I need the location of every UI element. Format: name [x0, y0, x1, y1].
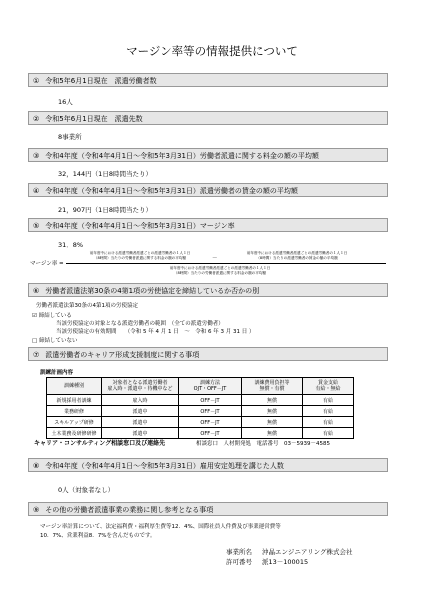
agreement-checked: ☑ 締結している [32, 313, 72, 319]
col-header: 訓練種別 [47, 378, 102, 395]
section-8-header: ⑧ 令和4年度（令和4年4月1日～令和5年3月31日）雇用安定処理を講じた人数 [28, 458, 388, 472]
col-header: 対象者となる派遣労働者 雇入時・派遣中・待機中など [102, 378, 179, 395]
clients-value: 8事業所 [58, 133, 82, 141]
workers-value: 16人 [58, 98, 73, 106]
col-header: 賃金支給 有給・無給 [303, 378, 354, 395]
section-4-header: ④ 令和4年度（令和4年4月1日～令和5年3月31日）派遣労働者の賃金の額の平均額 [28, 183, 388, 197]
other-line-1: マージン率計算について、法定福利費・福利厚生費等12．4%、国際社員人件費及び事業運営費等 [40, 524, 281, 530]
license-number: 派13－100015 [262, 558, 309, 566]
company-name: 沖晶エンジニアリング株式会社 [262, 548, 353, 556]
section-2-header: ② 令和5年6月1日現在 派遣先数 [28, 111, 388, 125]
checkbox-checked-icon: ☑ [32, 313, 37, 319]
company-label: 事業所名 [226, 548, 252, 556]
formula-numerator-right: 前年度中における派遣労働者派遣ごとの派遣労働者の１人１日 （8時間）当たりの派遣労働者の賃金の額の平均額 [246, 251, 348, 260]
license-label: 許可番号 [226, 558, 252, 566]
formula-denominator: 前年度中における派遣労働者派遣ごとの派遣労働者の１人１日 （8時間）当たりの労働者派遣に関する料金の額の平均額 [169, 266, 271, 275]
formula-numerator-left: 前年度中における派遣労働者派遣ごとの派遣労働者の１人１日 （8時間）当たりの労働者派遣に関する料金の額の平均額 [89, 251, 191, 260]
consult-detail: 相談窓口 人材開発処 電話番号 03－5939－4585 [196, 441, 330, 447]
formula-minus: － [212, 256, 218, 262]
table-row: スキルアップ研修 派遣中 OFF－JT 無償 有給 [47, 417, 354, 428]
agreement-heading: 労働者派遣法第30条の4第1項の労使協定 [36, 303, 138, 309]
page-title: マージン率等の情報提供について [126, 44, 298, 58]
stable-value: 0人（対象者なし） [58, 486, 115, 494]
training-header-row [47, 378, 354, 395]
col-header: 訓練方法 OJT・OFF－JT [179, 378, 242, 395]
section-9-header: ⑨ その他の労働者派遣事業の業務に関し参考となる事項 [28, 502, 388, 516]
checkbox-empty-icon: □ [32, 338, 38, 344]
table-row: 土木業務及研修研修 派遣中 OFF－JT 無償 有給 [47, 428, 354, 439]
wage-value: 21，907円（1日8時間当たり） [58, 206, 152, 214]
training-heading: 訓練計画内容 [40, 370, 74, 376]
formula-label: マージン率 = [30, 261, 64, 267]
training-table [46, 377, 354, 439]
fee-value: 32，144円（1日8時間当たり） [58, 170, 152, 178]
other-line-2: 10．7%、営業利益8．7%を含んだものです。 [40, 533, 156, 539]
section-5-header: ⑤ 令和4年度（令和4年4月1日～令和5年3月31日）マージン率 [28, 218, 388, 232]
table-row: 業務研修 派遣中 OFF－JT 無償 有給 [47, 406, 354, 417]
consult-label: キャリア・コンサルティング相談窓口及び連絡先 [34, 440, 166, 447]
section-3-header: ③ 令和4年度（令和4年4月1日～令和5年3月31日）労働者派遣に関する料金の額の平均額 [28, 148, 388, 162]
section-7-header: ⑦ 派遣労働者のキャリア形成支援制度に関する事項 [28, 347, 388, 361]
col-header: 訓練費用負担等 無償・有償 [242, 378, 303, 395]
fraction-bar [66, 263, 386, 264]
agreement-period: 当該労使協定の有効期間 （令和 5 年 4 月 1 日 ～ 令和 6 年 3 月 31 日 ） [56, 329, 255, 335]
table-row: 新規採用者訓練 雇入時 OFF－JT 無償 有給 [47, 395, 354, 406]
margin-value: 31．8% [58, 241, 84, 249]
agreement-scope: 当該労使協定の対象となる派遣労働者の範囲 （全ての派遣労働者） [56, 321, 224, 327]
section-6-header: ⑥ 労働者派遣法第30条の4第1項の労使協定を締結しているか否かの別 [28, 283, 388, 297]
section-1-header: ① 令和5年6月1日現在 派遣労働者数 [28, 73, 388, 87]
agreement-unchecked: □ 締結していない [32, 338, 78, 344]
